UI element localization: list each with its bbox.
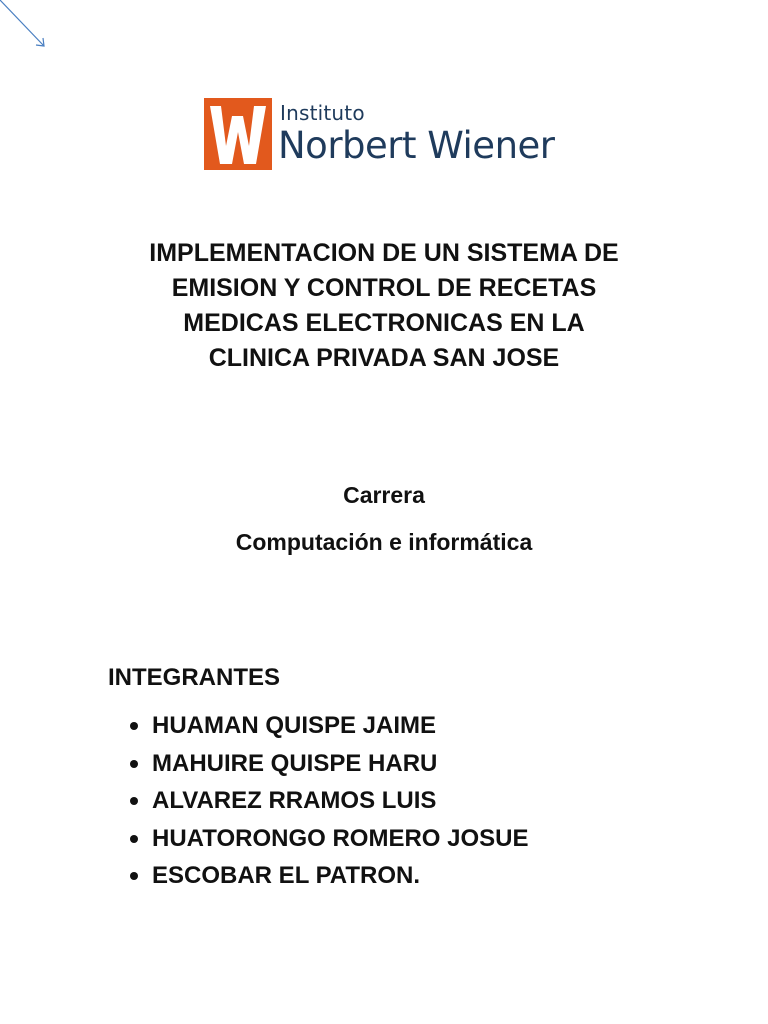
- member-item: [128, 712, 528, 750]
- bullet-icon: [130, 835, 138, 843]
- document-title: [84, 236, 684, 376]
- title-line: MEDICAS ELECTRONICAS EN LA: [183, 309, 585, 337]
- bullet-icon: [130, 760, 138, 768]
- career-name: Computación e informática: [235, 529, 533, 555]
- member-item: [128, 862, 528, 900]
- title-line: CLINICA PRIVADA SAN JOSE: [208, 344, 560, 372]
- bullet-icon: [130, 872, 138, 880]
- member-name: ESCOBAR EL PATRON.: [152, 862, 421, 889]
- members-heading: INTEGRANTES: [108, 664, 281, 691]
- member-name: HUATORONGO ROMERO JOSUE: [152, 824, 529, 852]
- bullet-icon: [130, 722, 138, 730]
- member-item: [128, 750, 528, 788]
- corner-arrow-icon: [0, 0, 50, 50]
- logo-small-text: Instituto: [280, 101, 365, 125]
- logo-w-mark: [204, 98, 272, 170]
- member-name: HUAMAN QUISPE JAIME: [152, 712, 437, 739]
- career-label: Carrera: [343, 482, 425, 508]
- member-item: [128, 787, 528, 825]
- member-name: MAHUIRE QUISPE HARU: [152, 749, 438, 777]
- title-line: EMISION Y CONTROL DE RECETAS: [171, 274, 597, 302]
- title-line: IMPLEMENTACION DE UN SISTEMA DE: [149, 239, 619, 267]
- bullet-icon: [130, 797, 138, 805]
- member-item: [128, 825, 528, 863]
- member-name: ALVAREZ RRAMOS LUIS: [152, 787, 437, 814]
- logo-w-icon: [204, 98, 272, 170]
- members-list: [128, 712, 528, 900]
- institute-logo: [204, 98, 566, 172]
- logo-big-text: Norbert Wiener: [278, 124, 555, 167]
